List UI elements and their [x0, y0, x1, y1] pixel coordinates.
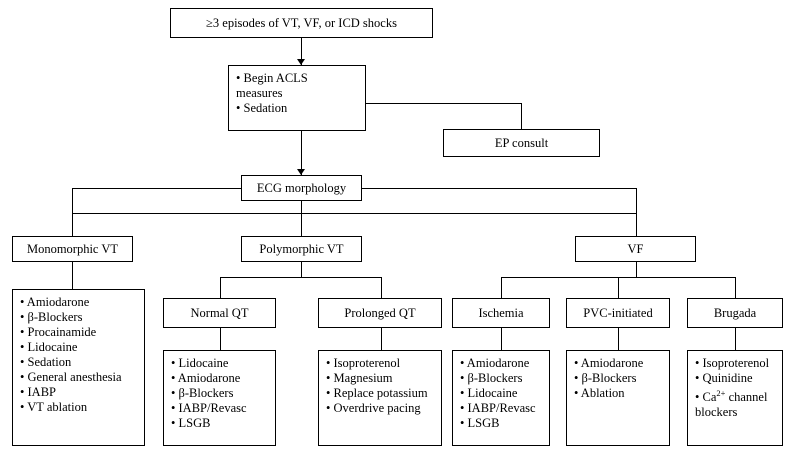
- node-brugada-treatments: [687, 350, 783, 446]
- list-item: • IABP/Revasc: [171, 401, 247, 415]
- list-item: • Procainamide: [20, 325, 97, 339]
- node-ischemia: [452, 298, 550, 328]
- node-brugada-label: Brugada: [713, 305, 757, 320]
- node-acls: [228, 65, 366, 131]
- node-normal-qt-label: Normal QT: [190, 305, 249, 320]
- node-prolonged-qt-label: Prolonged QT: [344, 305, 416, 320]
- list-item: • IABP: [20, 385, 56, 399]
- node-ep-consult-label: EP consult: [494, 135, 549, 150]
- list-item: • Replace potassium: [326, 386, 428, 400]
- edge-ecg-left-drop: [72, 188, 73, 213]
- node-ecg-morphology: [241, 175, 362, 201]
- list-item: • VT ablation: [20, 400, 88, 414]
- list-item: • Amiodarone: [460, 356, 530, 370]
- node-ischemia-treatments: [452, 350, 550, 446]
- list-item: • Magnesium: [326, 371, 393, 385]
- edge-prolongedqt-to-tx: [381, 328, 382, 350]
- list-item: • LSGB: [171, 416, 211, 430]
- edge-bus-to-poly: [301, 213, 302, 236]
- node-ecg-label: ECG morphology: [256, 180, 347, 195]
- edge-normalqt-to-tx: [220, 328, 221, 350]
- node-acls-line-3: • Sedation: [236, 101, 288, 115]
- node-vf-label: VF: [627, 241, 644, 256]
- list-item: • Lidocaine: [20, 340, 78, 354]
- edge-ecg-left-stub: [72, 188, 241, 189]
- list-item: • LSGB: [460, 416, 500, 430]
- list-item: • $Ca^{2+}$ channel: [695, 388, 768, 405]
- list-item: • Lidocaine: [171, 356, 229, 370]
- node-ep-consult: [443, 129, 600, 157]
- node-vf: [575, 236, 696, 262]
- list-item: blockers: [695, 405, 738, 420]
- edge-poly-bus: [220, 277, 382, 278]
- node-top-criteria: [170, 8, 433, 38]
- node-top-label: ≥3 episodes of VT, VF, or ICD shocks: [206, 15, 397, 30]
- node-pvc-treatments: [566, 350, 670, 446]
- list-item: • Overdrive pacing: [326, 401, 421, 415]
- node-acls-line-1: • Begin ACLS: [236, 71, 308, 85]
- node-polymorphic-vt: [241, 236, 362, 262]
- edge-vf-to-ischemia: [501, 277, 502, 298]
- list-item: • Lidocaine: [460, 386, 518, 400]
- list-item: • β-Blockers: [574, 371, 637, 385]
- edge-ischemia-to-tx: [501, 328, 502, 350]
- list-item: • IABP/Revasc: [460, 401, 536, 415]
- list-item: • Amiodarone: [171, 371, 241, 385]
- list-item: • Ablation: [574, 386, 625, 400]
- edge-vf-to-brugada: [735, 277, 736, 298]
- edge-vf-to-pvc: [618, 277, 619, 298]
- list-item: • Quinidine: [695, 371, 753, 385]
- edge-ecg-right-drop: [636, 188, 637, 213]
- list-item: • β-Blockers: [20, 310, 83, 324]
- edge-mono-to-tx: [72, 262, 73, 289]
- node-normal-qt: [163, 298, 276, 328]
- node-monomorphic-vt: [12, 236, 133, 262]
- node-ischemia-label: Ischemia: [478, 305, 524, 320]
- edge-pvc-to-tx: [618, 328, 619, 350]
- edge-vf-down: [636, 262, 637, 277]
- node-acls-line-2: measures: [236, 86, 283, 100]
- edge-ecg-right-stub: [362, 188, 636, 189]
- edge-bus-to-mono: [72, 213, 73, 236]
- edge-brugada-to-tx: [735, 328, 736, 350]
- list-item: • General anesthesia: [20, 370, 122, 384]
- node-prolonged-qt: [318, 298, 442, 328]
- arrow-top-to-acls: [297, 59, 305, 65]
- edge-level1-bus: [72, 213, 636, 214]
- node-brugada: [687, 298, 783, 328]
- edge-bus-to-vf: [636, 213, 637, 236]
- edge-poly-to-normalqt: [220, 277, 221, 298]
- list-item: • β-Blockers: [460, 371, 523, 385]
- edge-poly-down: [301, 262, 302, 277]
- edge-acls-to-ep-v: [521, 103, 522, 129]
- edge-ecg-down: [301, 201, 302, 213]
- edge-acls-to-ep-h: [366, 103, 522, 104]
- node-normal-qt-treatments: [163, 350, 276, 446]
- list-item: • β-Blockers: [171, 386, 234, 400]
- list-item: • Isoproterenol: [326, 356, 401, 370]
- node-monomorphic-treatments: [12, 289, 145, 446]
- edge-poly-to-prolongedqt: [381, 277, 382, 298]
- node-prolonged-qt-treatments: [318, 350, 442, 446]
- list-item: • Isoproterenol: [695, 356, 770, 370]
- node-polymorphic-label: Polymorphic VT: [259, 241, 344, 256]
- node-monomorphic-label: Monomorphic VT: [26, 241, 119, 256]
- list-item: • Amiodarone: [20, 295, 90, 309]
- list-item: • Amiodarone: [574, 356, 644, 370]
- list-item: • Sedation: [20, 355, 72, 369]
- node-pvc-initiated: [566, 298, 670, 328]
- arrow-acls-to-ecg: [297, 169, 305, 175]
- node-pvc-label: PVC-initiated: [583, 305, 653, 320]
